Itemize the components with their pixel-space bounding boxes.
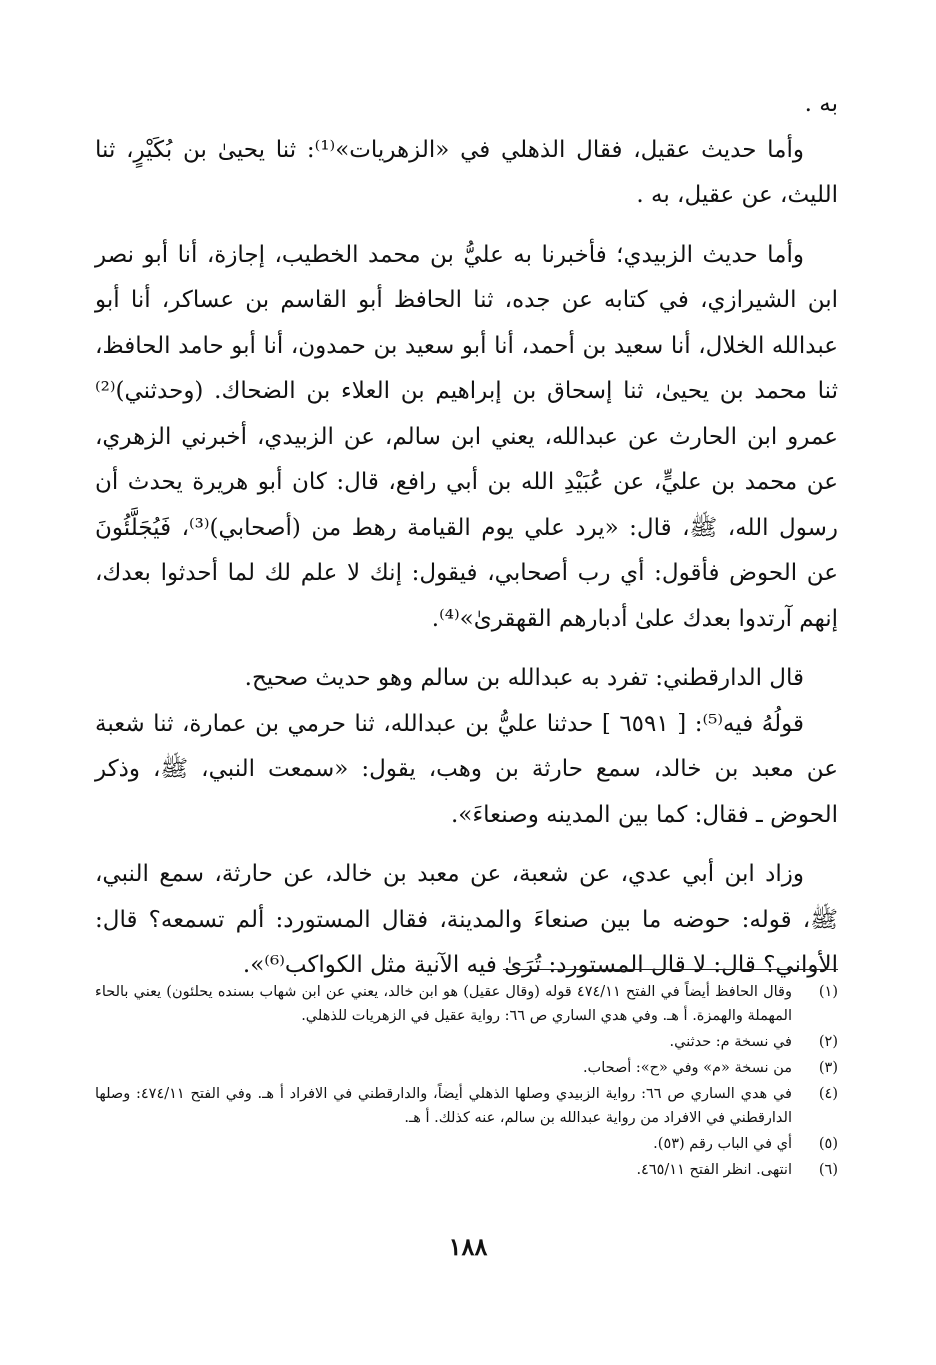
footnote-number: (٣): [818, 1060, 838, 1076]
main-text: [95, 82, 838, 989]
paragraph-1: به .: [804, 91, 838, 117]
footnote-4: [95, 1082, 838, 1130]
footnotes: [95, 980, 838, 1184]
footnote-number: (٤): [818, 1086, 838, 1102]
footnote-text: وقال الحافظ أيضاً في الفتح ٤٧٤/١١ قوله (وقال عقيل) هو ابن خالد، يعني عن ابن شهاب بسنده يحلئون) يعني بالحاء المهملة والهمزة. أ هـ. وفي هدي الساري ص ٦٦: رواية عقيل في الزهريات للذهلي.: [95, 984, 792, 1024]
footnote-number: (٦): [818, 1162, 838, 1178]
footnote-number: (٥): [818, 1136, 838, 1152]
footnote-text: أي في الباب رقم (٥٣).: [653, 1136, 792, 1152]
footnote-6: [95, 1158, 838, 1182]
page-number: ١٨٨: [448, 1232, 488, 1261]
footnote-2: [95, 1030, 838, 1054]
paragraph-3: وأما حديث الزبيدي؛ فأخبرنا به عليُّ بن محمد الخطيب، إجازة، أنا أبو نصر ابن الشيرازي، في كتابه عن جده، ثنا الحافظ أبو القاسم بن عساكر، أنا أبو عبدالله الخلال، أنا سعيد بن أحمد، أنا أبو سعيد بن حمدون، أنا أبو حامد الحافظ، ثنا محمد بن يحيىٰ، ثنا إسحاق بن إبراهيم بن العلاء بن الضحاك. (وحدثني)⁽²⁾ عمرو ابن الحارث عن عبدالله، يعني ابن سالم، عن الزبيدي، أخبرني الزهري، عن محمد بن عليٍّ، عن عُبَيْدِ الله بن أبي رافع، قال: كان أبو هريرة يحدث أن رسول الله، ﷺ، قال: «يرد علي يوم القيامة رهط من (أصحابي)⁽³⁾، فَيُجَلَّئُونَ عن الحوض فأقول: أي رب أصحابي، فيقول: إنك لا علم لك لما أحدثوا بعدك، إنهم آرتدوا بعدك علىٰ أدبارهم القهقرىٰ»⁽⁴⁾.: [95, 241, 838, 632]
footnote-5: [95, 1132, 838, 1156]
footnote-1: [95, 980, 838, 1028]
paragraph-6: وزاد ابن أبي عدي، عن شعبة، عن معبد بن خالد، عن حارثة، سمع النبي، ﷺ، قوله: حوضه ما بين صنعاءَ والمدينة، فقال المستورد: ألم تسمعه؟ قال: الأواني؟ قال: لا قال المستورد: تُرَىٰ فيه الآنية مثل الكواكب⁽⁶⁾».: [95, 861, 838, 978]
paragraph-4: قال الدارقطني: تفرد به عبدالله بن سالم وهو حديث صحيح.: [244, 665, 804, 691]
footnote-separator: [503, 969, 838, 970]
paragraph-5: قولُهُ فيه⁽⁵⁾: [ ٦٥٩١ ] حدثنا عليُّ بن عبدالله، ثنا حرمي بن عمارة، ثنا شعبة عن معبد بن خالد، سمع حارثة بن وهب، يقول: «سمعت النبي، ﷺ، وذكر الحوض ـ فقال: كما بين المدينه وصنعاءَ».: [95, 710, 838, 828]
footnote-text: انتهى. انظر الفتح ٤٦٥/١١.: [636, 1162, 792, 1178]
footnote-3: [95, 1056, 838, 1080]
footnote-text: في نسخة م: حدثني.: [669, 1034, 792, 1050]
footnote-number: (٢): [818, 1034, 838, 1050]
footnote-text: في هدي الساري ص ٦٦: رواية الزبيدي وصلها الذهلي أيضاً، والدارقطني في الافراد أ هـ. وفي الفتح ٤٧٤/١١: وصلها الدارقطني في الافراد من رواية عبدالله بن سالم، عنه كذلك. أ هـ.: [95, 1086, 792, 1126]
paragraph-2: وأما حديث عقيل، فقال الذهلي في «الزهريات»⁽¹⁾: ثنا يحيىٰ بن بُكَيْرٍ، ثنا الليث، عن عقيل، به .: [95, 136, 838, 208]
footnote-text: من نسخة «م» وفي «ح»: أصحاب.: [582, 1060, 792, 1076]
footnote-number: (١): [818, 984, 838, 1000]
